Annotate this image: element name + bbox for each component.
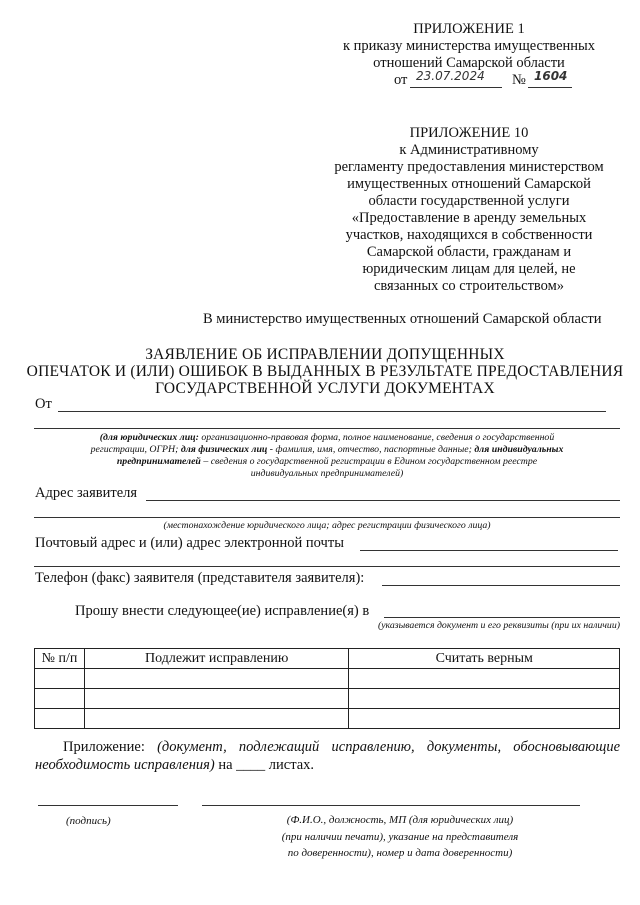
title-line: ЗАЯВЛЕНИЕ ОБ ИСПРАВЛЕНИИ ДОПУЩЕННЫХ (145, 346, 505, 363)
table-row (35, 669, 620, 689)
page-title (20, 346, 630, 397)
title-line: ОПЕЧАТОК И (ИЛИ) ОШИБОК В ВЫДАННЫХ В РЕЗУЛЬТАТЕ ПРЕДОСТАВЛЕНИЯ (26, 363, 624, 380)
postal-label: Почтовый адрес и (или) адрес электронной почты (35, 535, 344, 551)
signature-field[interactable] (38, 805, 178, 806)
annex10-line: участков, находящихся в собственности (345, 227, 593, 243)
table-cell[interactable] (84, 709, 349, 729)
from-field[interactable] (58, 411, 606, 412)
annex10-line: области государственной услуги (368, 193, 570, 209)
attachment-italic1: (документ, подлежащий исправлению, документы, обосновывающие (157, 739, 621, 755)
number-underline (528, 87, 572, 88)
annex10-line: связанных со строительством» (373, 278, 565, 294)
address-field[interactable] (146, 500, 620, 501)
annex10-line: Самарской области, гражданам и (366, 244, 572, 260)
table-cell[interactable] (349, 689, 620, 709)
handwritten-number: 1604 (534, 69, 568, 83)
phone-field[interactable] (382, 585, 620, 586)
request-field[interactable] (384, 617, 620, 618)
annex1-title: ПРИЛОЖЕНИЕ 1 (413, 21, 525, 37)
request-hint: (указывается документ и его реквизиты (при их наличии) (377, 620, 620, 631)
attachment-rest: на ____ листах. (218, 757, 315, 773)
attachment-line1 (35, 739, 620, 756)
attachment-italic2: необходимость исправления) (35, 757, 215, 773)
request-label: Прошу внести следующее(ие) исправление(я) в (75, 603, 370, 619)
from-field-2[interactable] (34, 428, 620, 429)
annex1-block (330, 21, 608, 72)
date-prefix: от (394, 72, 408, 88)
table-cell[interactable] (349, 669, 620, 689)
annex1-line1: к приказу министерства имущественных (342, 38, 596, 54)
annex10-block (328, 125, 610, 295)
from-hint: (для юридических лиц: организационно-правовая форма, полное наименование, сведения о государственной регистрации, ОГРН; для физических лиц - фамилия, имя, отчество, паспортные данные; для индивидуальных предпринимателей – сведения о государственной регистрации в Едином государственном реестре индивидуальных предпринимателей) (90, 432, 564, 479)
annex10-line: регламенту предоставления министерством (334, 159, 604, 175)
signature-hint: (подпись) (66, 815, 111, 827)
col-correct-value-header: Считать верным (349, 649, 620, 669)
address-hint: (местонахождение юридического лица; адрес регистрации физического лица) (163, 520, 491, 531)
phone-label: Телефон (факс) заявителя (представителя заявителя): (35, 570, 365, 586)
table-cell[interactable] (349, 709, 620, 729)
from-label: От (35, 396, 52, 412)
number-label: № (512, 72, 526, 88)
date-underline (410, 87, 502, 88)
address-field-2[interactable] (34, 517, 620, 518)
annex10-line: имущественных отношений Самарской (347, 176, 591, 192)
address-label: Адрес заявителя (35, 485, 138, 501)
table-header-row (35, 649, 620, 669)
annex1-line2: отношений Самарской области (373, 55, 565, 71)
annex10-line: юридическим лицам для целей, не (362, 261, 576, 277)
annex10-title: ПРИЛОЖЕНИЕ 10 (409, 125, 529, 141)
attachment-lead: Приложение: (63, 739, 145, 755)
table-cell[interactable] (35, 669, 85, 689)
table-cell[interactable] (84, 689, 349, 709)
annex1-date-row (394, 69, 614, 92)
table-row (35, 709, 620, 729)
addressee: В министерство имущественных отношений Самарской области (203, 311, 602, 327)
name-field[interactable] (202, 805, 580, 806)
postal-field-2[interactable] (34, 566, 620, 567)
table-cell[interactable] (35, 709, 85, 729)
table-row (35, 689, 620, 709)
col-number-header: № п/п (35, 649, 85, 669)
annex10-line: к Административному (399, 142, 539, 158)
title-line: ГОСУДАРСТВЕННОЙ УСЛУГИ ДОКУМЕНТАХ (155, 380, 495, 397)
name-hint: (Ф.И.О., должность, МП (для юридических лиц) (при наличии печати), указание на представителя по доверенности), номер и дата доверенности) (281, 814, 519, 859)
attachment-line2 (35, 757, 620, 774)
handwritten-date: 23.07.2024 (416, 69, 485, 83)
col-to-correct-header: Подлежит исправлению (84, 649, 349, 669)
postal-field[interactable] (360, 550, 618, 551)
table-cell[interactable] (35, 689, 85, 709)
table-cell[interactable] (84, 669, 349, 689)
corrections-table (34, 648, 620, 729)
annex10-line: «Предоставление в аренду земельных (351, 210, 587, 226)
